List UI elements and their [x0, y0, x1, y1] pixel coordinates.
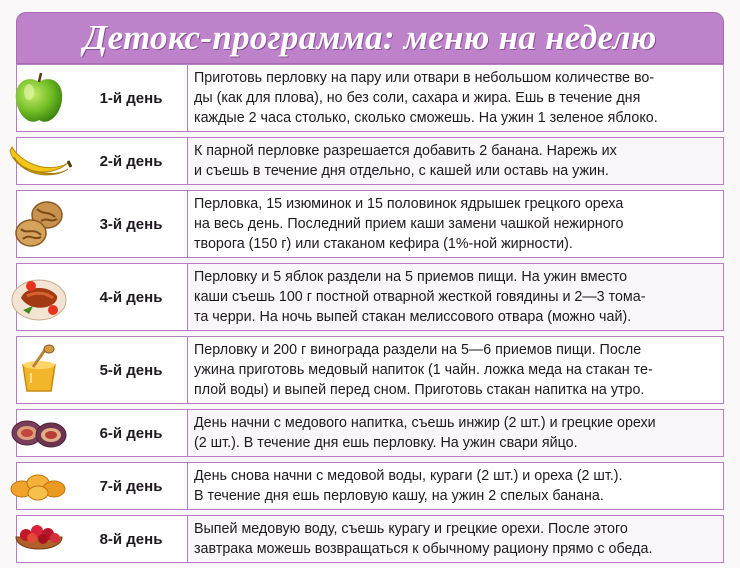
beef-dish-icon	[1, 264, 77, 330]
day-row	[16, 190, 724, 258]
day-label: 2-й день	[99, 152, 163, 170]
fig-icon	[1, 410, 77, 456]
day-text: Перловку и 5 яблок раздели на 5 приемов пищи. На ужин вместо каши съешь 100 г постной отварной жесткой говядины и 2—3 тома- та черри. На ночь выпей стакан мелиссового отвара (можно чай).	[187, 264, 723, 330]
day-row	[16, 462, 724, 510]
honey-icon	[1, 337, 77, 403]
day-text: К парной перловке разрешается добавить 2 банана. Нарежь их и съешь в течение дня отдельно, с кашей или оставь на ужин.	[187, 138, 723, 184]
day-row	[16, 137, 724, 185]
day-label: 1-й день	[99, 89, 163, 107]
title-banner	[16, 12, 724, 64]
day-text: День начни с медового напитка, съешь инжир (2 шт.) и грецкие орехи (2 шт.). В течение дня ешь перловку. На ужин свари яйцо.	[187, 410, 723, 456]
page-title: Детокс-программа: меню на неделю	[83, 18, 657, 57]
day-label: 8-й день	[99, 530, 163, 548]
day-text: Перловка, 15 изюминок и 15 половинок ядрышек грецкого ореха на весь день. Последний прием каши замени чашкой нежирного творога (150 г) или стаканом кефира (1%-ной жирности).	[187, 191, 723, 257]
day-label: 7-й день	[99, 477, 163, 495]
day-label: 3-й день	[99, 215, 163, 233]
apple-icon	[1, 65, 77, 131]
dried-fruit-bowl-icon	[1, 516, 77, 562]
day-label: 5-й день	[99, 361, 163, 379]
day-text: Выпей медовую воду, съешь курагу и грецкие орехи. После этого завтрака можешь возвращаться к обычному рациону прямо с обеда.	[187, 516, 723, 562]
day-text: Перловку и 200 г винограда раздели на 5—6 приемов пищи. После ужина приготовь медовый напиток (1 чайн. ложка меда на стакан те- плой воды) и выпей перед сном. Приготовь стакан напитка на утро.	[187, 337, 723, 403]
walnut-icon	[1, 191, 77, 257]
menu-table	[16, 64, 724, 568]
day-text: Приготовь перловку на пару или отвари в небольшом количестве во- ды (как для плова), но без соли, сахара и жира. Ешь в течение дня каждые 2 часа столько, сколько сможешь. На ужин 1 зеленое яблоко.	[187, 65, 723, 131]
day-label: 6-й день	[99, 424, 163, 442]
day-text: День снова начни с медовой воды, кураги (2 шт.) и ореха (2 шт.). В течение дня ешь перловую кашу, на ужин 2 спелых банана.	[187, 463, 723, 509]
day-row	[16, 515, 724, 563]
day-row	[16, 263, 724, 331]
banana-icon	[1, 138, 77, 184]
day-row	[16, 64, 724, 132]
dried-apricot-icon	[1, 463, 77, 509]
day-row	[16, 409, 724, 457]
day-label: 4-й день	[99, 288, 163, 306]
day-row	[16, 336, 724, 404]
